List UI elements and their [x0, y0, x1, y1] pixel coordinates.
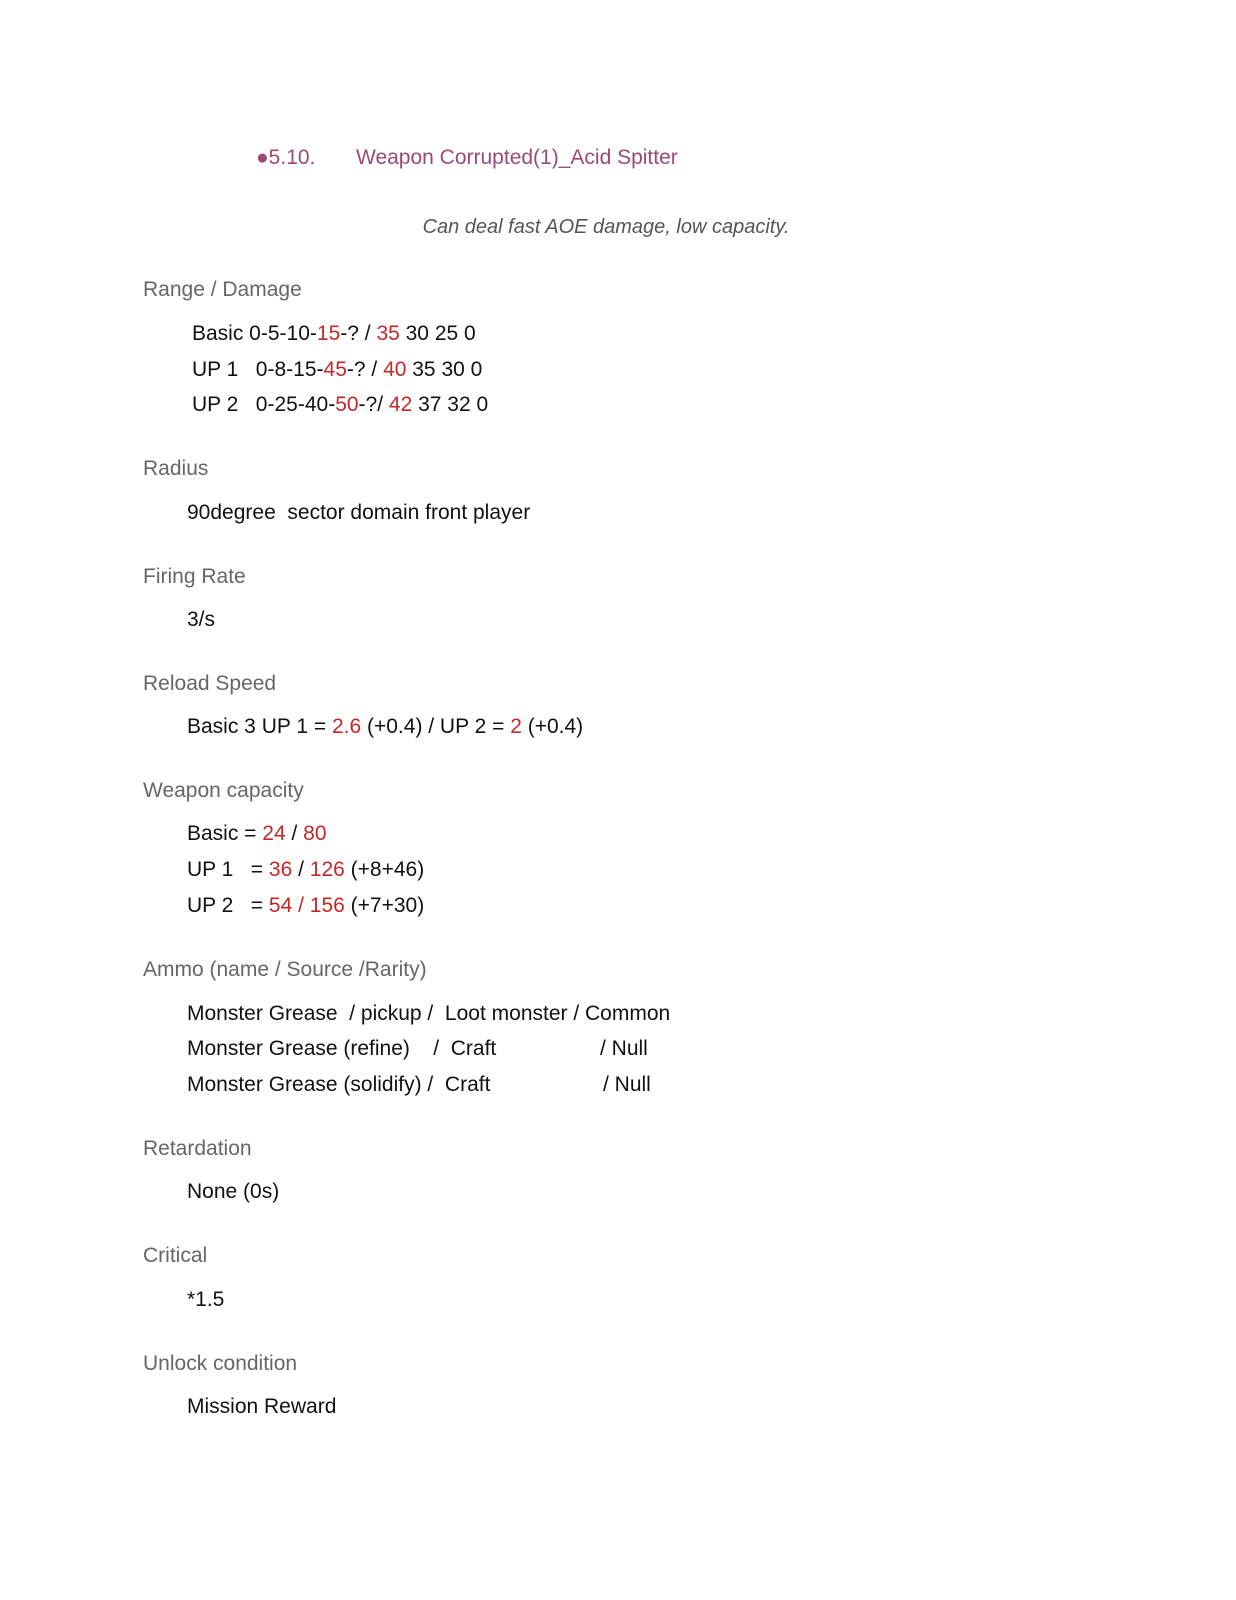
- critical-value: *1.5: [187, 1288, 225, 1311]
- reload-speed-label: Reload Speed: [143, 672, 277, 695]
- ammo-rarity: / Null: [603, 1073, 651, 1096]
- weapon-description: [0, 216, 1212, 239]
- range-damage-row: UP 2 0-25-40-50-?/ 42 37 32 0: [192, 393, 489, 416]
- ammo-row: Monster Grease (refine) / Craft: [187, 1037, 497, 1060]
- range-damage-row: Basic 0-5-10-15-? / 35 30 25 0: [192, 322, 476, 345]
- retardation-label: Retardation: [143, 1137, 252, 1160]
- unlock-value: Mission Reward: [187, 1395, 337, 1418]
- capacity-row: Basic = 24 / 80: [187, 822, 327, 845]
- retardation-value: None (0s): [187, 1180, 280, 1203]
- ammo-row: Monster Grease / pickup / Loot monster / Common: [187, 1002, 671, 1025]
- ammo-rarity: / Null: [600, 1037, 648, 1060]
- reload-speed-value: Basic 3 UP 1 = 2.6 (+0.4) / UP 2 = 2 (+0.4): [187, 715, 584, 738]
- range-damage-label: Range / Damage: [143, 278, 302, 301]
- description-part-1: Can deal: [422, 216, 503, 238]
- capacity-label: Weapon capacity: [143, 779, 304, 802]
- firing-rate-value: 3/s: [187, 608, 216, 631]
- radius-value: 90degree sector domain front player: [187, 501, 531, 524]
- capacity-row: UP 1 = 36 / 126 (+8+46): [187, 858, 425, 881]
- radius-label: Radius: [143, 457, 209, 480]
- section-title: Weapon Corrupted(1)_Acid Spitter: [356, 146, 678, 169]
- description-part-2: fast AOE damage, low capacity.: [502, 216, 790, 238]
- critical-label: Critical: [143, 1244, 208, 1267]
- ammo-row: Monster Grease (solidify) / Craft: [187, 1073, 491, 1096]
- ammo-label: Ammo (name / Source /Rarity): [143, 958, 427, 981]
- capacity-row: UP 2 = 54 / 156 (+7+30): [187, 894, 425, 917]
- firing-rate-label: Firing Rate: [143, 565, 246, 588]
- unlock-label: Unlock condition: [143, 1352, 298, 1375]
- range-damage-row: UP 1 0-8-15-45-? / 40 35 30 0: [192, 358, 483, 381]
- section-number: ●5.10.: [256, 146, 316, 169]
